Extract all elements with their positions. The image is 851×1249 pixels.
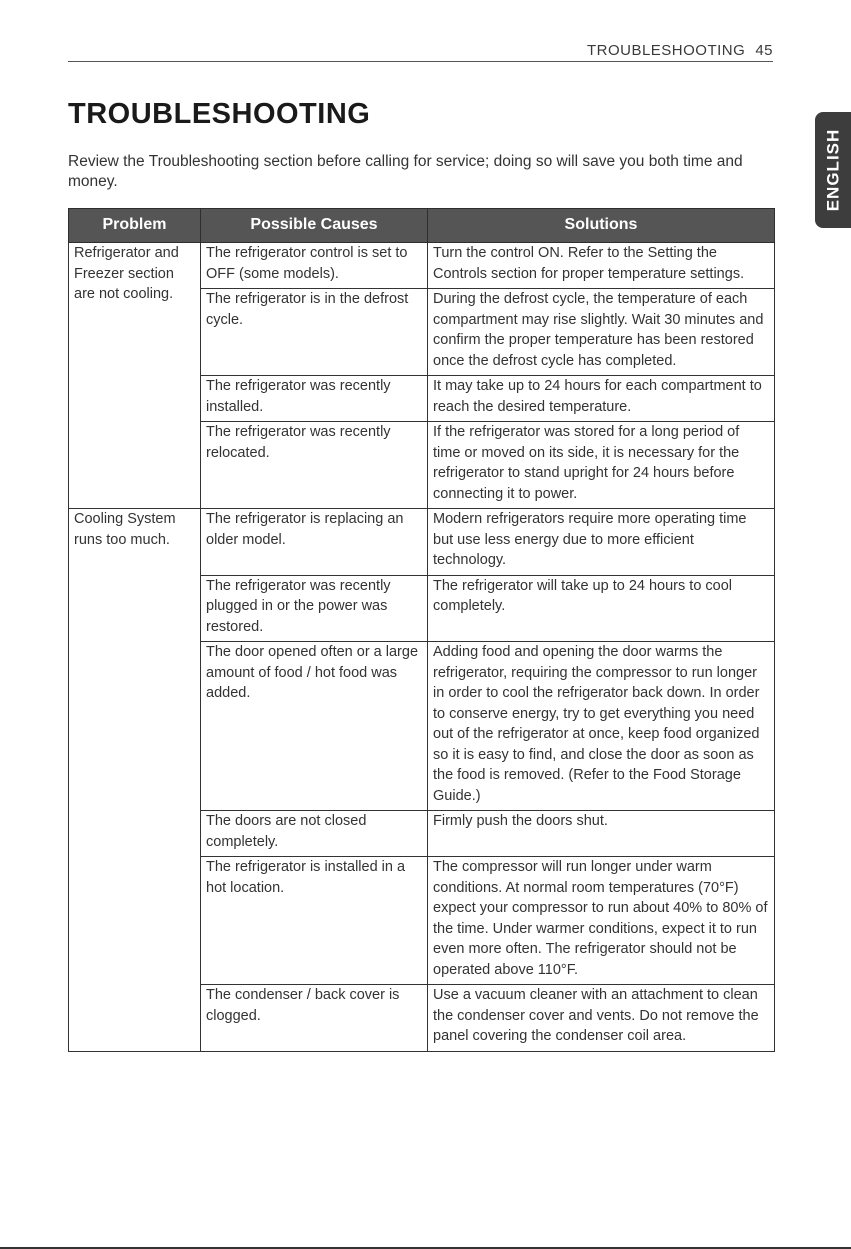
- language-side-tab-label: ENGLISH: [823, 128, 842, 212]
- cause-cell: The refrigerator is installed in a hot location.: [201, 857, 428, 985]
- solution-cell: Adding food and opening the door warms the refrigerator, requiring the compressor to run longer in order to cool the refrigerator back down. In order to conserve energy, try to get everything you need out of the refrigerator at once, keep food organized so it is easy to find, and close the door as soon as the food is removed. (Refer to the Food Storage Guide.): [428, 642, 775, 811]
- troubleshooting-table: [68, 208, 775, 1052]
- solution-cell: The compressor will run longer under warm conditions. At normal room temperatures (70°F) expect your compressor to run about 40% to 80% of the time. Under warmer conditions, expect it to run even more often. The refrigerator should not be operated above 110°F.: [428, 857, 775, 985]
- intro-paragraph: Review the Troubleshooting section before calling for service; doing so will save you both time and money.: [68, 153, 743, 190]
- page-number: 45: [755, 42, 773, 59]
- problem-cell: Cooling System runs too much.: [69, 509, 201, 1052]
- table-row: [69, 243, 775, 289]
- cause-cell: The refrigerator control is set to OFF (some models).: [201, 243, 428, 289]
- problem-cell: Refrigerator and Freezer section are not cooling.: [69, 243, 201, 509]
- table-header-row: [69, 209, 775, 243]
- cause-cell: The refrigerator was recently relocated.: [201, 422, 428, 509]
- cause-cell: The refrigerator was recently plugged in or the power was restored.: [201, 575, 428, 642]
- cause-cell: The condenser / back cover is clogged.: [201, 985, 428, 1052]
- solution-cell: During the defrost cycle, the temperature of each compartment may rise slightly. Wait 30 minutes and confirm the proper temperature has been restored once the defrost cycle has completed.: [428, 289, 775, 376]
- running-header-title: TROUBLESHOOTING: [586, 42, 746, 59]
- solution-cell: Modern refrigerators require more operating time but use less energy due to more efficient technology.: [428, 509, 775, 576]
- running-header: [587, 42, 773, 59]
- cause-cell: The refrigerator is replacing an older model.: [201, 509, 428, 576]
- solution-cell: Turn the control ON. Refer to the Setting the Controls section for proper temperature settings.: [428, 243, 775, 289]
- solution-cell: Use a vacuum cleaner with an attachment to clean the condenser cover and vents. Do not remove the panel covering the condenser coil area.: [428, 985, 775, 1052]
- header-divider: [68, 61, 773, 62]
- table-row: [69, 509, 775, 576]
- header-possible-causes: Possible Causes: [201, 209, 428, 243]
- solution-cell: If the refrigerator was stored for a long period of time or moved on its side, it is necessary for the refrigerator to stand upright for 24 hours before connecting it to power.: [428, 422, 775, 509]
- page-title: TROUBLESHOOTING: [68, 98, 371, 130]
- cause-cell: The refrigerator was recently installed.: [201, 376, 428, 422]
- header-problem: Problem: [69, 209, 201, 243]
- cause-cell: The refrigerator is in the defrost cycle.: [201, 289, 428, 376]
- header-solutions: Solutions: [428, 209, 775, 243]
- cause-cell: The door opened often or a large amount of food / hot food was added.: [201, 642, 428, 811]
- cause-cell: The doors are not closed completely.: [201, 811, 428, 857]
- solution-cell: It may take up to 24 hours for each compartment to reach the desired temperature.: [428, 376, 775, 422]
- solution-cell: Firmly push the doors shut.: [428, 811, 775, 857]
- solution-cell: The refrigerator will take up to 24 hours to cool completely.: [428, 575, 775, 642]
- language-side-tab: [815, 112, 851, 228]
